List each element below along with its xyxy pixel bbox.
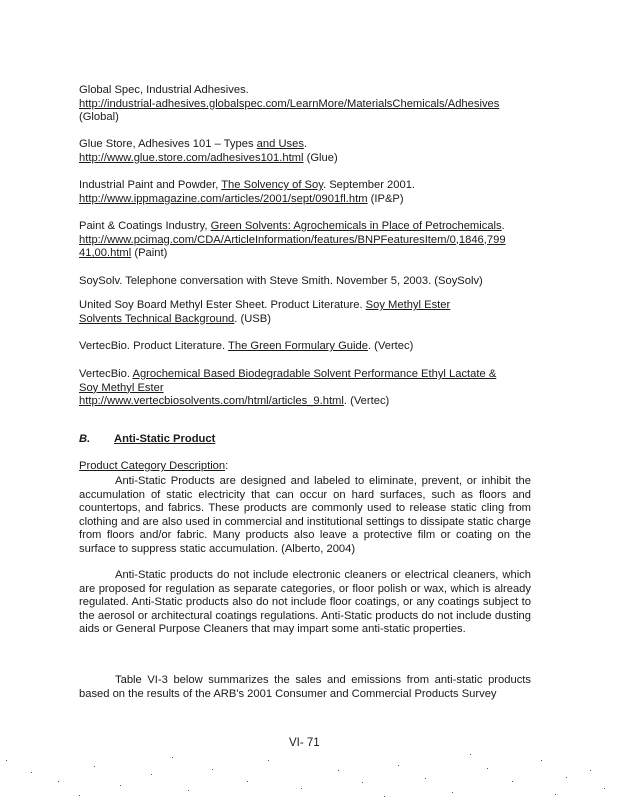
reference-line xyxy=(79,247,549,261)
reference-text: . September 2001. xyxy=(323,179,416,191)
scan-speck xyxy=(566,777,567,778)
scan-speck xyxy=(555,794,556,795)
reference-entry xyxy=(79,340,549,354)
reference-text: (IP&P) xyxy=(367,192,404,205)
reference-line xyxy=(79,368,549,382)
scan-speck xyxy=(425,778,426,779)
reference-line xyxy=(79,152,549,166)
reference-text: Glue Store, Adhesives 101 – Types xyxy=(79,138,257,150)
reference-link: Soy Methyl Ester xyxy=(365,299,451,311)
scan-speck xyxy=(6,760,7,761)
section-number: B. xyxy=(79,433,91,445)
paragraph-1: Anti-Static Products are designed and labeled to eliminate, prevent, or inhibit the accumulation of static electricity that can occur on hard surfaces, such as floors and countertops, and fabrics. These products are commonly used to release static cling from clothing and are also used in commercial and institutional settings to dissipate static charge from floors and/or fabric. Many products also leave a protective film or coating on the surface to suppress static accumulation. (Alberto, 2004) xyxy=(79,475,531,555)
reference-link: 41,00.html xyxy=(79,247,132,260)
scan-speck xyxy=(487,768,488,769)
reference-line: SoySolv. Telephone conversation with Steve Smith. November 5, 2003. (SoySolv) xyxy=(79,275,483,287)
reference-link: The Green Formulary Guide xyxy=(228,340,368,352)
subsection-heading: Product Category Description: xyxy=(79,460,229,472)
reference-line xyxy=(79,220,549,234)
reference-link: Solvents Technical Background xyxy=(79,312,235,325)
reference-text: United Soy Board Methyl Ester Sheet. Product Literature. xyxy=(79,299,366,311)
scan-speck xyxy=(541,760,542,761)
reference-text: . xyxy=(501,220,505,232)
reference-entry xyxy=(79,299,549,326)
scan-speck xyxy=(398,765,399,766)
reference-link: and Uses xyxy=(256,138,304,150)
scan-speck xyxy=(590,770,591,771)
scan-speck xyxy=(301,788,302,789)
scan-speck xyxy=(452,792,453,793)
section-title: Anti-Static Product xyxy=(114,433,216,445)
reference-link[interactable]: http://www.vertecbiosolvents.com/html/articles_9.html xyxy=(79,395,344,408)
reference-link[interactable]: http://www.glue.store.com/adhesives101.html xyxy=(79,151,304,164)
reference-line xyxy=(79,138,549,152)
reference-link[interactable]: http://industrial-adhesives.globalspec.com/LearnMore/MaterialsChemicals/Adhesives xyxy=(79,97,500,110)
reference-line xyxy=(79,193,549,207)
scan-speck xyxy=(268,760,269,761)
reference-entry xyxy=(79,138,549,165)
reference-link: Green Solvents: Agrochemicals in Place of Petrochemicals xyxy=(210,220,502,232)
scan-speck xyxy=(188,790,189,791)
scan-speck xyxy=(172,757,173,758)
scan-speck xyxy=(151,774,152,775)
reference-line: (Global) xyxy=(79,111,119,124)
reference-text: . xyxy=(303,138,308,150)
scan-speck xyxy=(604,788,605,789)
reference-link: Soy Methyl Ester xyxy=(79,381,164,394)
reference-text: . (USB) xyxy=(234,312,271,325)
page-number: VI- 71 xyxy=(289,737,320,749)
section-heading xyxy=(79,433,215,447)
scan-speck xyxy=(58,781,59,782)
reference-line xyxy=(79,340,549,354)
reference-entry xyxy=(79,275,549,289)
paragraph-2: Anti-Static products do not include electronic cleaners or electrical cleaners, which are proposed for regulation as separate categories, or floor polish or wax, which is already regulated. Anti-Static products also do not include floor coatings, or any coatings subject to the aerosol or architectural coatings regulations. Anti-Static products do not include dusting aids or General Purpose Cleaners that may impart some anti-static properties. xyxy=(79,569,531,636)
scan-speck xyxy=(31,772,32,773)
reference-text: . (Vertec) xyxy=(367,340,414,352)
reference-link: Agrochemical Based Biodegradable Solvent Performance Ethyl Lactate & xyxy=(132,368,497,380)
subsection-heading-text: Product Category Description xyxy=(79,460,226,472)
scan-speck xyxy=(512,781,513,782)
scan-speck xyxy=(94,766,95,767)
reference-text: Industrial Paint and Powder, xyxy=(79,179,222,191)
reference-entry xyxy=(79,220,549,261)
scan-speck xyxy=(247,781,248,782)
reference-line xyxy=(79,382,549,396)
reference-line xyxy=(79,313,549,327)
scan-speck xyxy=(338,770,339,771)
reference-line xyxy=(79,395,549,409)
reference-text: VertecBio. xyxy=(79,368,133,380)
scan-speck xyxy=(120,785,121,786)
reference-text: . (Vertec) xyxy=(343,395,390,408)
reference-entry xyxy=(79,368,549,409)
reference-text: (Paint) xyxy=(131,247,168,260)
scan-speck xyxy=(79,795,80,796)
scan-speck xyxy=(384,796,385,797)
scan-speck xyxy=(212,769,213,770)
reference-line xyxy=(79,234,549,248)
reference-link[interactable]: http://www.pcimag.com/CDA/ArticleInformation/features/BNPFeaturesItem/0,1846,799 xyxy=(79,233,506,246)
scan-speck xyxy=(470,754,471,755)
reference-line xyxy=(79,299,549,313)
paragraph-3: Table VI-3 below summarizes the sales and emissions from anti-static products based on the results of the ARB's 2001 Consumer and Commercial Products Survey xyxy=(79,674,531,700)
reference-entry xyxy=(79,84,549,125)
reference-link[interactable]: http://www.ippmagazine.com/articles/2001/sept/0901fl.htm xyxy=(79,192,368,205)
reference-text: (Glue) xyxy=(303,151,338,164)
scan-speck xyxy=(362,782,363,783)
reference-line xyxy=(79,179,549,193)
reference-text: Paint & Coatings Industry, xyxy=(79,220,211,232)
reference-link: The Solvency of Soy xyxy=(221,179,323,191)
reference-line: Global Spec, Industrial Adhesives. xyxy=(79,84,249,96)
reference-entry xyxy=(79,179,549,206)
reference-text: VertecBio. Product Literature. xyxy=(79,340,229,352)
